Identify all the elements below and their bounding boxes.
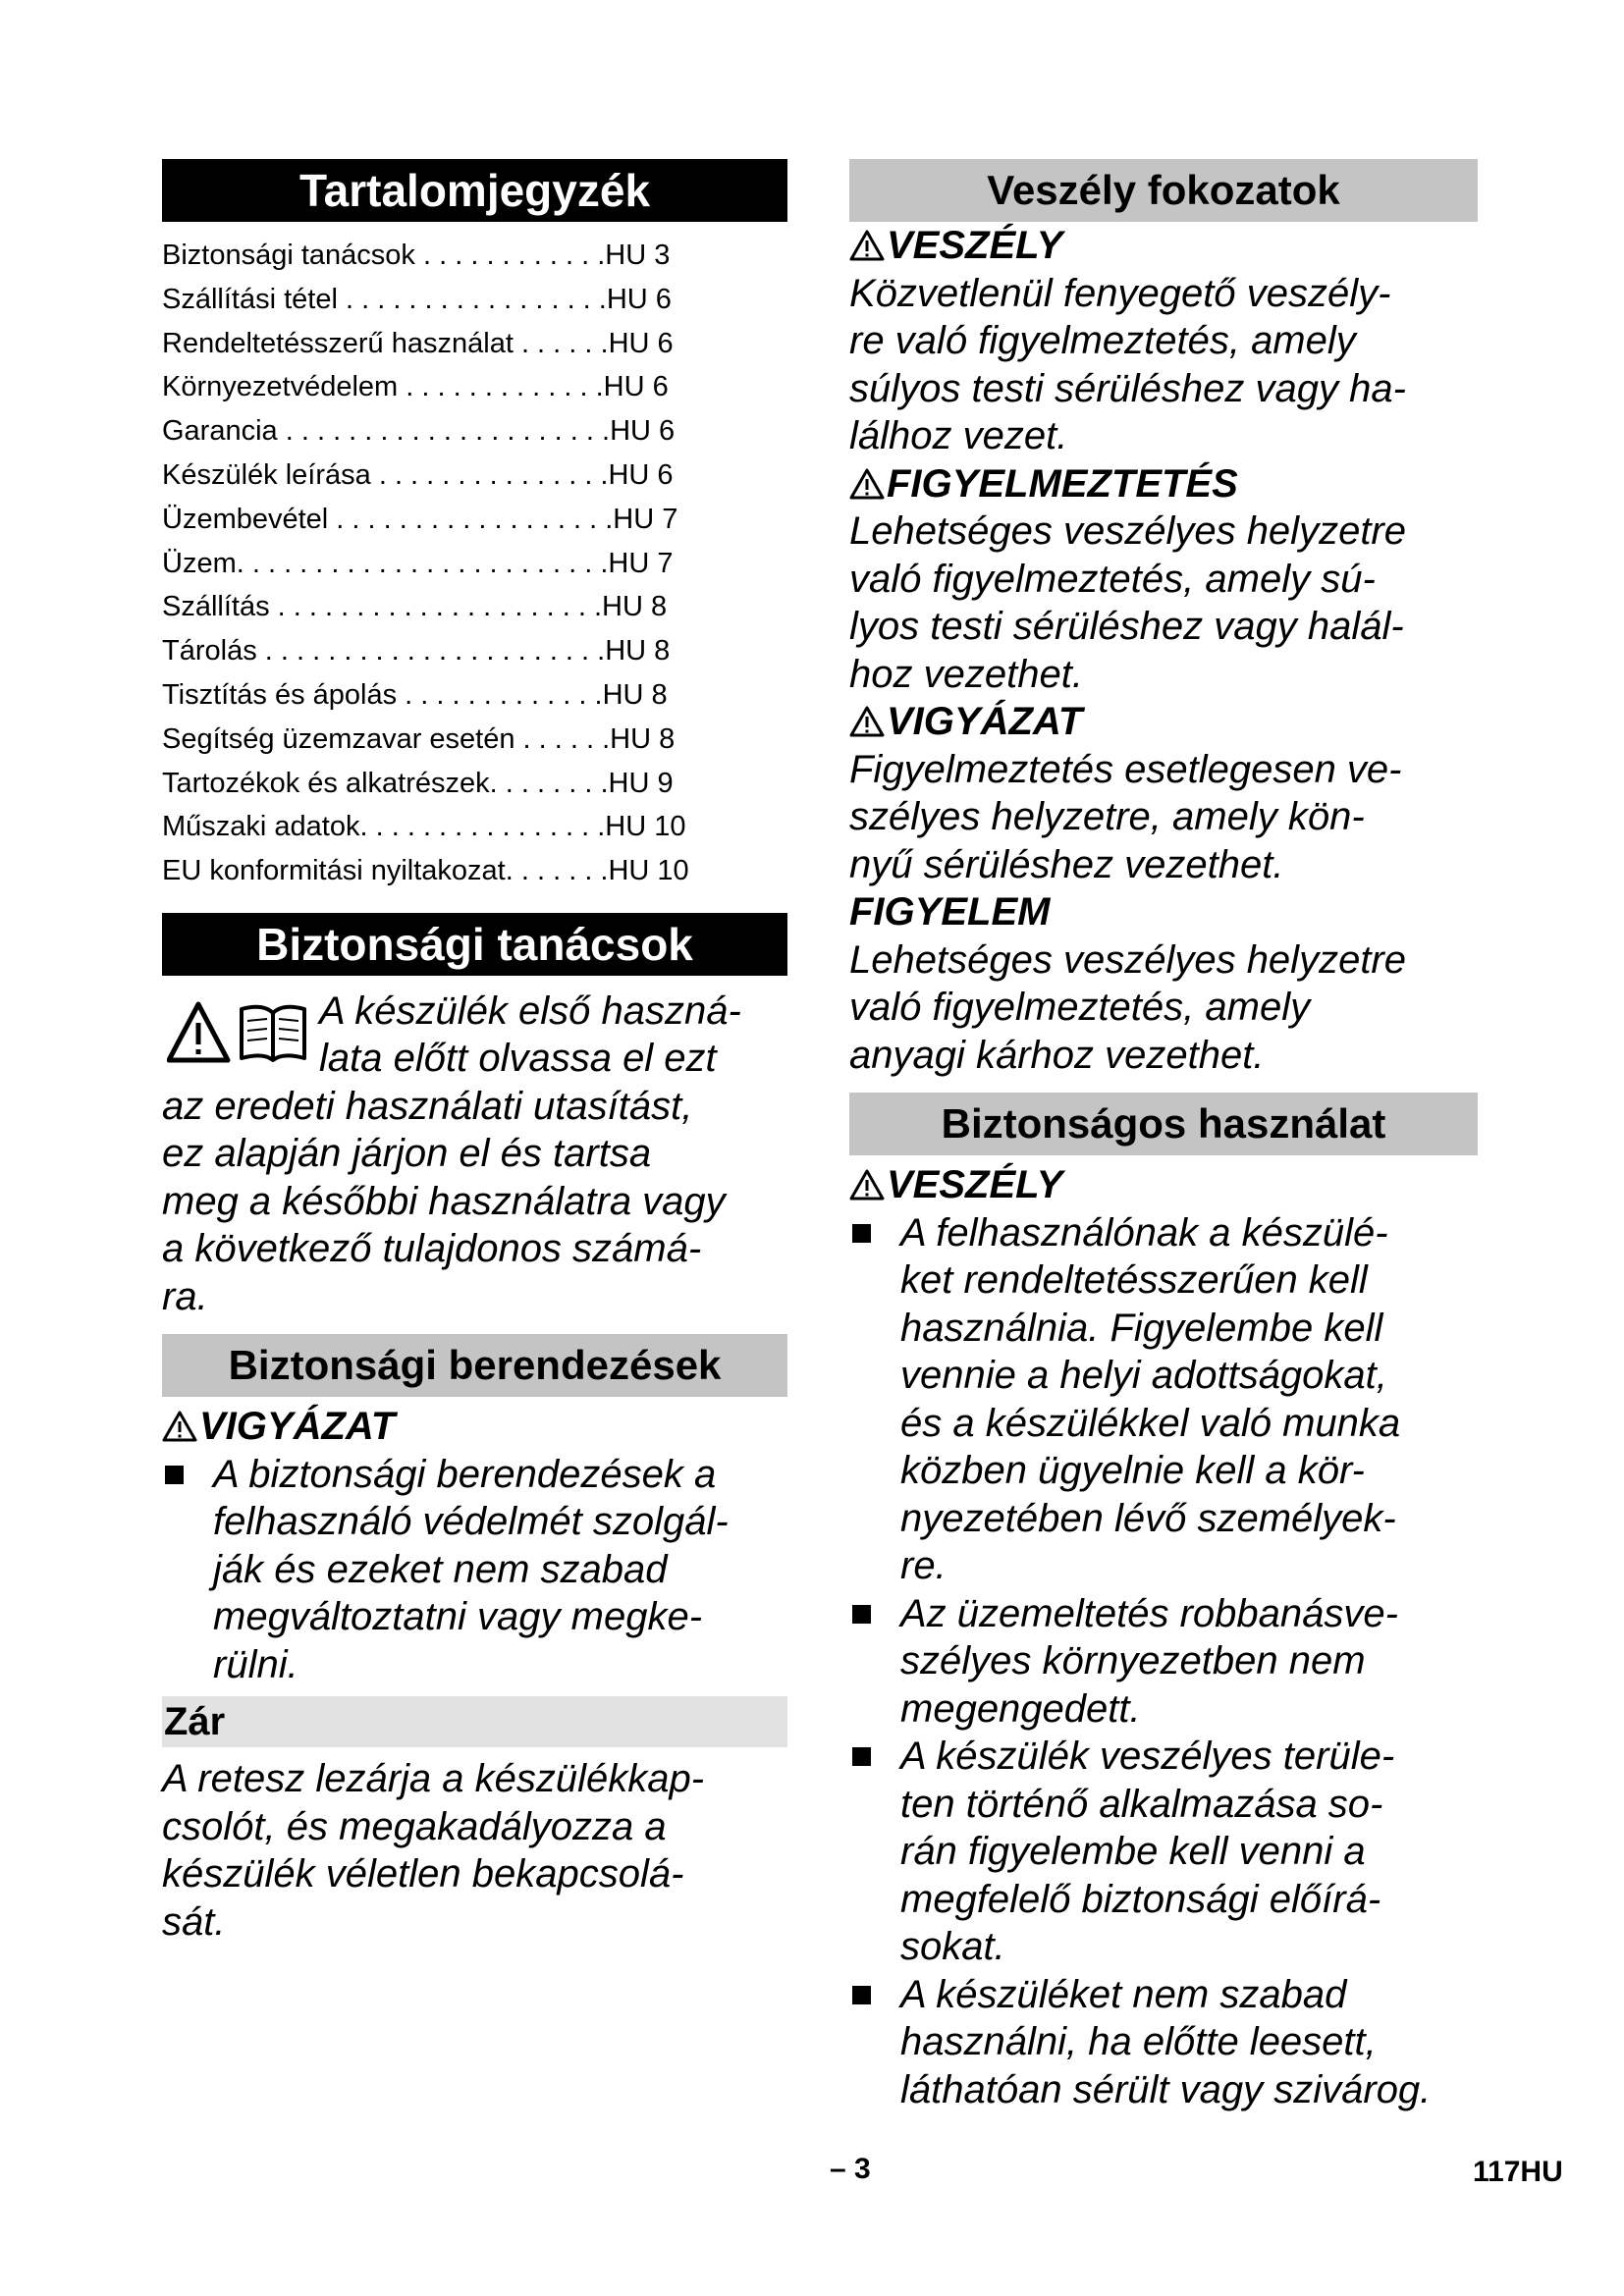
lock-line: A retesz lezárja a készülékkap- [162,1757,705,1801]
toc-entry[interactable]: Készülék leírása . . . . . . . . . . . . . . .HU 6 [162,458,674,491]
devices-warning [162,1403,787,1451]
toc-entry[interactable]: EU konformitási nyiltakozat. . . . . . .HU 10 [162,855,689,887]
bullet-square-icon [852,1224,871,1243]
warning-triangle-icon [849,230,885,261]
intro-line: lata előtt olvassa el ezt [319,1037,717,1081]
list-item [849,1971,1478,2114]
level-line: re való figyelmeztetés, amely [849,319,1356,362]
intro-line: az eredeti használati utasítást, [162,1084,693,1128]
bullet-line: A biztonsági berendezések a [213,1452,717,1496]
list-item [162,1451,787,1689]
levels-heading: Veszély fokozatok [849,159,1478,222]
level-label: VIGYÁZAT [887,700,1083,743]
lock-heading: Zár [162,1696,787,1747]
usage-warning [849,1161,1478,1209]
bullet-line: ket rendeltetésszerűen kell [900,1258,1368,1302]
warning-label: VESZÉLY [887,1163,1063,1206]
lock-line: sát. [162,1899,226,1944]
toc-list [162,234,787,893]
level-label: FIGYELMEZTETÉS [887,461,1238,506]
bullet-line: re. [900,1544,947,1587]
level-line: lálhoz vezet. [849,414,1068,457]
level-title [849,888,1478,936]
bullet-line: és a készülékkel való munka [900,1401,1401,1445]
level-line: Lehetséges veszélyes helyzetre [849,509,1406,553]
toc-entry[interactable]: Tartozékok és alkatrészek. . . . . . . .HU 9 [162,767,674,799]
bullet-square-icon [852,1605,871,1624]
toc-entry[interactable]: Garancia . . . . . . . . . . . . . . . . . . . . .HU 6 [162,415,676,448]
level-line: nyű sérüléshez vezethet. [849,842,1284,886]
bullet-line: rán figyelembe kell venni a [900,1830,1366,1873]
page-code: 117HU [1473,2156,1563,2188]
lock-line: készülék véletlen bekapcsolá- [162,1852,684,1896]
warning-triangle-icon [849,468,885,500]
bullet-square-icon [852,1747,871,1766]
level-description [849,507,1478,698]
warning-manual-icon [167,1001,310,1064]
intro-line: A készülék első haszná- [319,988,741,1033]
warning-triangle-icon [849,1169,885,1201]
bullet-line: láthatóan sérült vagy szivárog. [900,2067,1432,2111]
level-title [849,698,1478,746]
level-line: Közvetlenül fenyegető veszély- [849,271,1391,315]
right-column [849,159,1478,2113]
bullet-square-icon [165,1466,184,1484]
warning-triangle-icon [162,1411,197,1442]
levels-list [849,222,1478,1079]
bullet-line: sokat. [900,1925,1005,1968]
bullet-line: A készüléket nem szabad [900,1972,1347,2016]
level-title [849,222,1478,270]
level-line: hoz vezethet. [849,652,1083,696]
lock-line: csolót, és megakadályozza a [162,1804,667,1848]
level-description [849,270,1478,460]
intro-line: meg a későbbi használatra vagy [162,1179,726,1223]
warning-triangle-icon [849,706,885,737]
level-line: súlyos testi sérüléshez vagy ha- [849,366,1406,410]
list-item [849,1590,1478,1734]
toc-entry[interactable]: Biztonsági tanácsok . . . . . . . . . . . .HU 3 [162,240,671,271]
bullet-line: használni, ha előtte leesett, [900,2020,1377,2063]
toc-entry[interactable]: Üzem. . . . . . . . . . . . . . . . . . . . . . . .HU 7 [162,547,674,579]
bullet-line: rülni. [213,1642,298,1686]
level-title [849,460,1478,508]
bullet-square-icon [852,1986,871,2004]
bullet-line: Az üzemeltetés robbanásve- [900,1591,1398,1635]
toc-entry[interactable]: Üzembevétel . . . . . . . . . . . . . . . . . .HU 7 [162,503,678,535]
list-item [849,1209,1478,1590]
usage-heading: Biztonságos használat [849,1093,1478,1155]
bullet-line: megengedett. [900,1686,1141,1731]
toc-entry[interactable]: Szállítási tétel . . . . . . . . . . . . . . . . .HU 6 [162,283,672,315]
toc-entry[interactable]: Tárolás . . . . . . . . . . . . . . . . . . . . . .HU 8 [162,635,671,667]
bullet-line: közben ügyelnie kell a kör- [900,1449,1365,1492]
bullet-line: nyezetében lévő személyek- [900,1496,1396,1540]
level-line: Figyelmeztetés esetlegesen ve- [849,747,1402,791]
level-label: VESZÉLY [887,224,1063,267]
toc-entry[interactable]: Környezetvédelem . . . . . . . . . . . . .HU 6 [162,371,669,403]
bullet-line: szélyes környezetben nem [900,1639,1366,1682]
toc-entry[interactable]: Szállítás . . . . . . . . . . . . . . . . . . . . .HU 8 [162,591,668,623]
bullet-line: vennie a helyi adottságokat, [900,1354,1387,1397]
bullet-line: ják és ezeket nem szabad [213,1547,668,1591]
bullet-line: megfelelő biztonsági előírá- [900,1877,1381,1921]
toc-entry[interactable]: Tisztítás és ápolás . . . . . . . . . . . . .HU 8 [162,678,668,711]
intro-line: ez alapján járjon el és tartsa [162,1132,652,1176]
bullet-line: A készülék veszélyes terüle- [900,1735,1395,1778]
list-item [849,1733,1478,1971]
toc-entry[interactable]: Rendeltetésszerű használat . . . . . .HU 6 [162,327,674,359]
level-line: való figyelmeztetés, amely sú- [849,557,1376,601]
bullet-line: megváltoztatni vagy megke- [213,1595,703,1639]
bullet-line: A felhasználónak a készülé- [900,1210,1388,1255]
intro-line: a következő tulajdonos számá- [162,1227,702,1271]
level-line: való figyelmeztetés, amely [849,986,1311,1029]
page-number: – 3 [830,2153,871,2185]
toc-entry[interactable]: Segítség üzemzavar esetén . . . . . .HU 8 [162,722,676,755]
intro-line: ra. [162,1274,208,1318]
level-line: anyagi kárhoz vezethet. [849,1033,1265,1077]
safety-intro [162,988,787,1321]
toc-heading: Tartalomjegyzék [162,159,787,222]
level-description [849,746,1478,889]
level-description [849,936,1478,1080]
lock-text [162,1755,787,1946]
level-label: FIGYELEM [849,890,1051,934]
warning-label: VIGYÁZAT [199,1405,396,1449]
safety-heading: Biztonsági tanácsok [162,913,787,976]
left-column [162,159,787,1946]
level-line: Lehetséges veszélyes helyzetre [849,937,1406,982]
bullet-line: használnia. Figyelembe kell [900,1306,1383,1350]
toc-entry[interactable]: Műszaki adatok. . . . . . . . . . . . . . . .HU 10 [162,811,686,843]
bullet-line: ten történő alkalmazása so- [900,1782,1383,1826]
level-line: szélyes helyzetre, amely kön- [849,795,1365,838]
level-line: lyos testi sérüléshez vagy halál- [849,605,1404,648]
devices-heading: Biztonsági berendezések [162,1334,787,1397]
bullet-line: felhasználó védelmét szolgál- [213,1500,729,1544]
